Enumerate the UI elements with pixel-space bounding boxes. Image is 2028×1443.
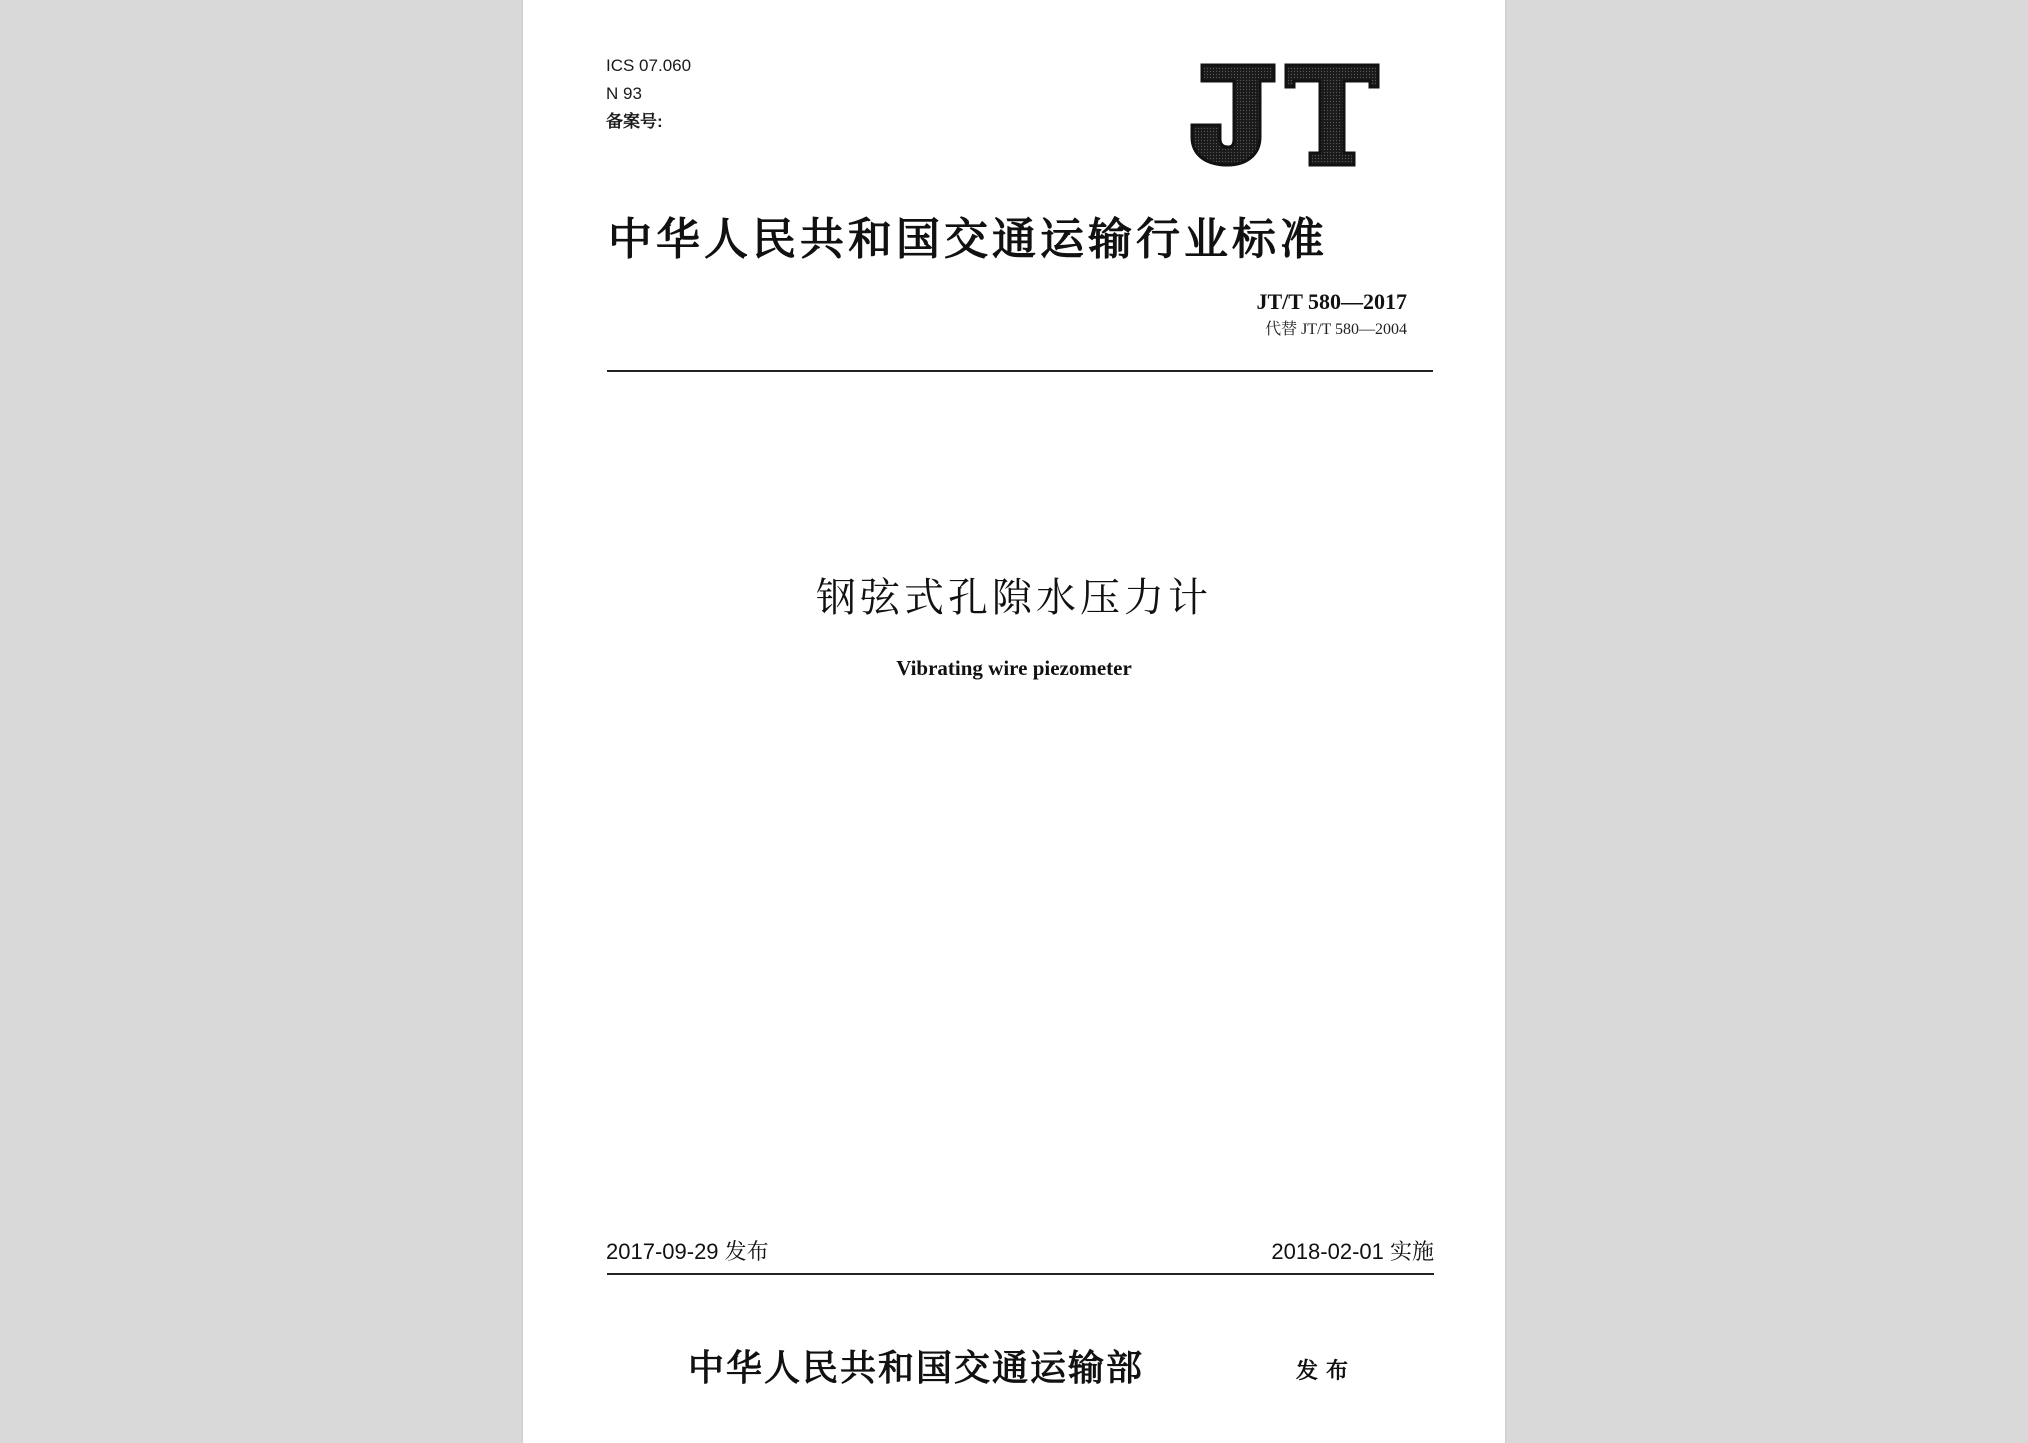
jt-logo [1182, 61, 1382, 167]
jt-logo-graphic [1182, 61, 1382, 167]
standard-type-title: 中华人民共和国交通运输行业标准 [608, 214, 1328, 265]
classification-block [606, 52, 691, 136]
filing-number-label: 备案号: [606, 112, 663, 131]
document-page [523, 0, 1505, 1443]
replaces-standard: 代替 JT/T 580—2004 [1265, 321, 1407, 338]
implementation-date: 2018-02-01 实施 [1271, 1239, 1434, 1264]
document-title-en: Vibrating wire piezometer [896, 656, 1132, 680]
issue-date: 2017-09-29 发布 [606, 1239, 769, 1264]
ics-code: ICS 07.060 [606, 56, 692, 75]
publisher-name: 中华人民共和国交通运输部 [688, 1347, 1145, 1389]
header-divider [607, 370, 1433, 372]
ccs-code: N 93 [606, 84, 642, 103]
standard-number-block [1256, 287, 1407, 343]
document-title-cn: 钢弦式孔隙水压力计 [816, 575, 1212, 621]
footer-divider [607, 1273, 1434, 1275]
standard-code: JT/T 580—2017 [1256, 289, 1407, 314]
publish-label: 发布 [1296, 1358, 1357, 1384]
